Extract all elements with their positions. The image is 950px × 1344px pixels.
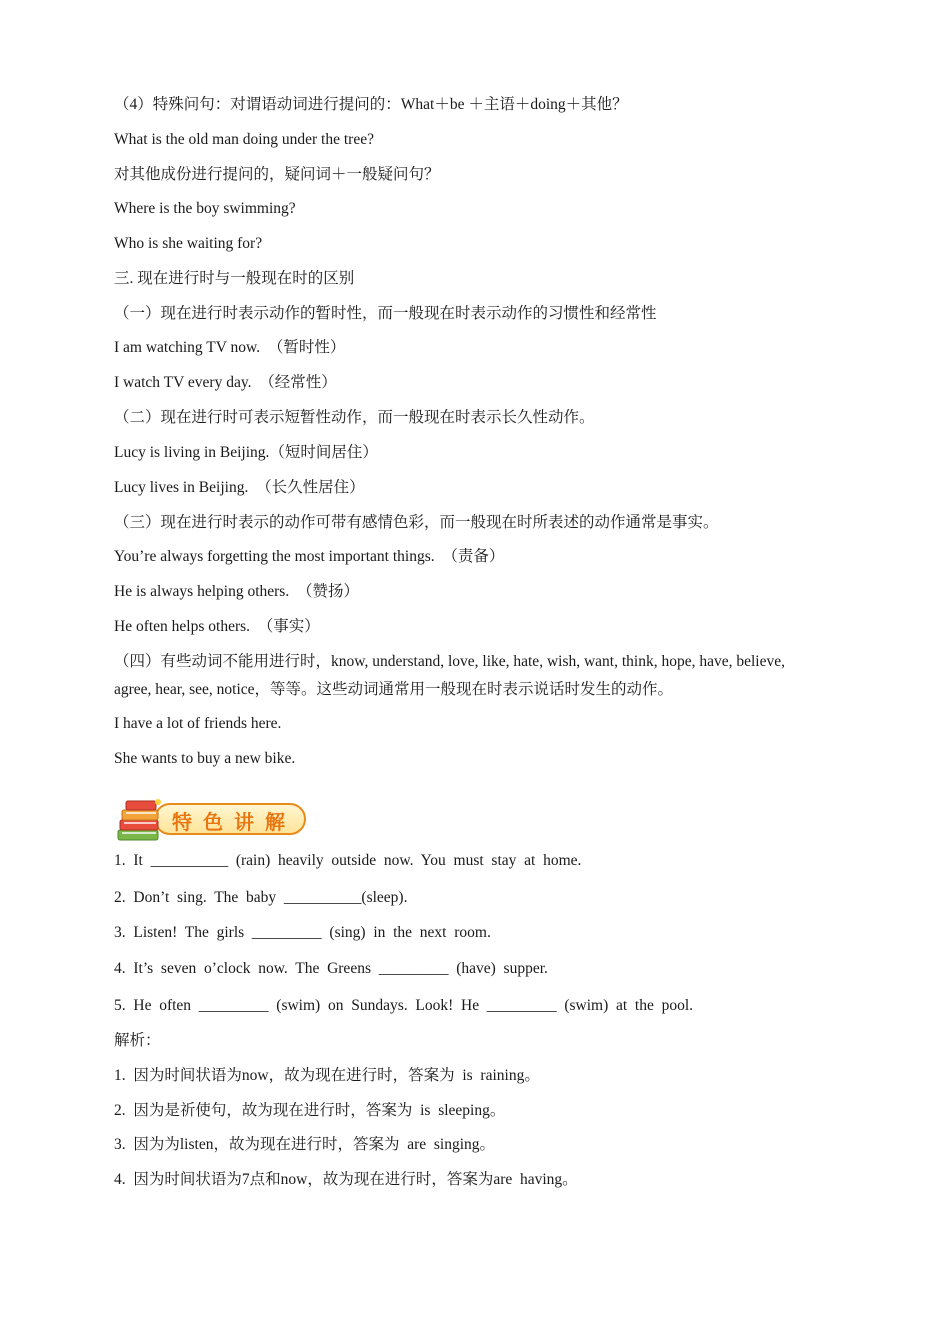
feature-banner — [114, 796, 310, 846]
example-sentence: She wants to buy a new bike. — [114, 750, 296, 767]
exercise-item: 1. It __________ (rain) heavily outside now. You must stay at home. — [114, 852, 582, 869]
special-question-rule: （4）特殊问句：对谓语动词进行提问的：What＋be ＋主语＋doing＋其他？ — [114, 96, 628, 113]
section-heading: 三. 现在进行时与一般现在时的区别 — [114, 270, 355, 287]
exercise-item: 5. He often _________ (swim) on Sundays. Look! He _________ (swim) at the pool. — [114, 997, 694, 1014]
example-sentence: Lucy is living in Beijing.（短时间居住） — [114, 444, 378, 461]
exercise-item: 2. Don’t sing. The baby __________(sleep). — [114, 889, 408, 906]
example-sentence: He is always helping others. （赞扬） — [114, 583, 359, 600]
analysis-heading: 解析： — [114, 1032, 161, 1049]
analysis-item: 4. 因为时间状语为7点和now，故为现在进行时，答案为are having。 — [114, 1171, 578, 1188]
banner-title: 特色讲解 — [172, 810, 296, 834]
example-sentence: I am watching TV now. （暂时性） — [114, 339, 346, 356]
exercise-item: 3. Listen! The girls _________ (sing) in the next room. — [114, 924, 491, 941]
difference-point-4: （四）有些动词不能用进行时，know, understand, love, like, hate, wish, want, think, hope, have, believe, agree, hear, see, notice，等等。这些动词通常用一般现在时表示说话时发生的动作。 — [114, 653, 785, 698]
example-sentence: He often helps others. （事实） — [114, 618, 320, 635]
analysis-item: 3. 因为为listen，故为现在进行时，答案为 are singing。 — [114, 1136, 496, 1153]
exercise-item: 4. It’s seven o’clock now. The Greens _________ (have) supper. — [114, 960, 548, 977]
example-sentence: Where is the boy swimming? — [114, 200, 296, 217]
analysis-item: 1. 因为时间状语为now，故为现在进行时，答案为 is raining。 — [114, 1067, 540, 1084]
difference-point-3: （三）现在进行时表示的动作可带有感情色彩，而一般现在时所表述的动作通常是事实。 — [114, 514, 719, 531]
example-sentence: You’re always forgetting the most important things. （责备） — [114, 548, 505, 565]
analysis-item: 2. 因为是祈使句，故为现在进行时，答案为 is sleeping。 — [114, 1102, 506, 1119]
other-components-rule: 对其他成份进行提问的，疑问词＋一般疑问句？ — [114, 166, 440, 183]
example-sentence: I watch TV every day. （经常性） — [114, 374, 337, 391]
example-sentence: Lucy lives in Beijing. （长久性居住） — [114, 479, 365, 496]
example-sentence: I have a lot of friends here. — [114, 715, 282, 732]
difference-point-2: （二）现在进行时可表示短暂性动作，而一般现在时表示长久性动作。 — [114, 409, 595, 426]
example-sentence: Who is she waiting for? — [114, 235, 263, 252]
books-icon — [114, 796, 170, 846]
example-sentence: What is the old man doing under the tree? — [114, 131, 374, 148]
difference-point-1: （一）现在进行时表示动作的暂时性，而一般现在时表示动作的习惯性和经常性 — [114, 305, 657, 322]
